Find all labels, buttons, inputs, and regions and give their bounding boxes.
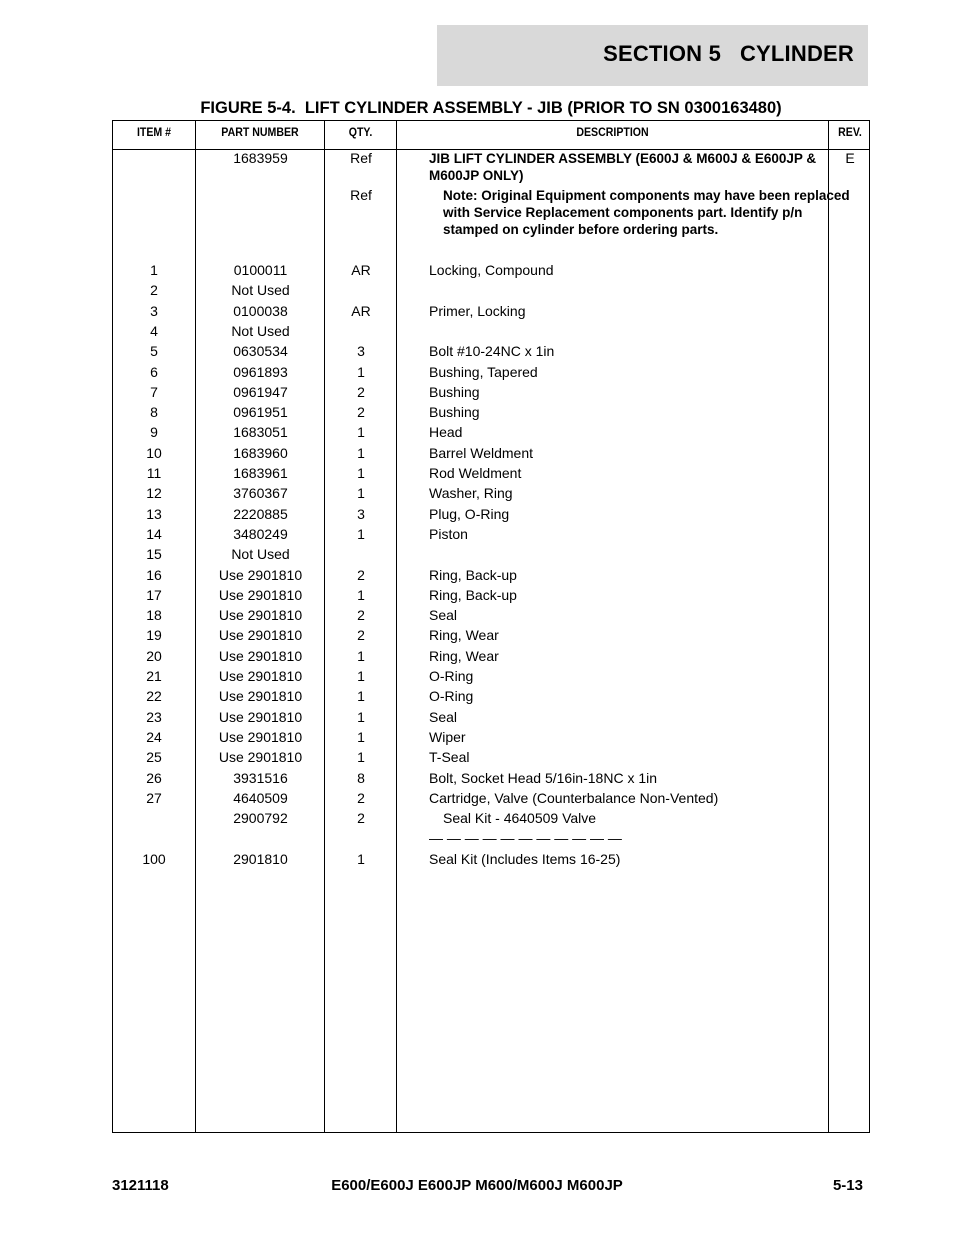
row-part-number: 0100011 — [233, 262, 288, 278]
row-description: Bushing — [429, 384, 480, 400]
assembly-rev: E — [845, 150, 855, 166]
row-item-number: 8 — [150, 404, 158, 420]
col-header-qty: QTY. — [348, 127, 373, 139]
row-description: Bushing, Tapered — [429, 364, 538, 380]
row-description: Rod Weldment — [429, 465, 522, 481]
assembly-qty: Ref — [350, 150, 372, 166]
row-item-number: 18 — [146, 607, 162, 623]
row-item-number: 26 — [146, 770, 162, 786]
row-description: Bolt, Socket Head 5/16in-18NC x 1in — [429, 770, 658, 786]
row-description: Barrel Weldment — [429, 445, 534, 461]
row-part-number: Use 2901810 — [218, 567, 303, 583]
col-header-part-number: PART NUMBER — [221, 127, 299, 139]
row-item-number: 11 — [146, 465, 162, 481]
footer-models: E600/E600J E600JP M600/M600J M600JP — [331, 1177, 623, 1194]
col-header-description: DESCRIPTION — [576, 127, 649, 139]
row-description: Locking, Compound — [429, 262, 554, 278]
row-quantity: 2 — [357, 404, 365, 420]
row-part-number: 0961951 — [233, 404, 288, 420]
row-item-number: 7 — [150, 384, 158, 400]
row-description: Cartridge, Valve (Counterbalance Non-Vented) — [429, 790, 719, 806]
row-quantity: 1 — [357, 445, 365, 461]
row-item-number: 20 — [146, 648, 162, 664]
row-description: O-Ring — [429, 668, 474, 684]
row-quantity: 1 — [357, 668, 365, 684]
row-item-number: 24 — [146, 729, 162, 745]
row-quantity: 3 — [357, 506, 365, 522]
row-item-number: 27 — [146, 790, 162, 806]
row-quantity: 1 — [357, 526, 365, 542]
footer-doc-number: 3121118 — [112, 1177, 169, 1194]
row-quantity: 2 — [357, 627, 365, 643]
row-part-number: 2901810 — [233, 851, 288, 867]
row-item-number: 9 — [150, 424, 158, 440]
row-item-number: 14 — [146, 526, 162, 542]
row-part-number: Use 2901810 — [218, 627, 303, 643]
row-description: Primer, Locking — [429, 303, 526, 319]
row-part-number: 2220885 — [233, 506, 288, 522]
row-part-number: 3931516 — [233, 770, 288, 786]
row-description: Head — [429, 424, 463, 440]
row-quantity: 2 — [357, 607, 365, 623]
row-part-number: Use 2901810 — [218, 668, 303, 684]
row-part-number: 1683961 — [233, 465, 288, 481]
row-item-number: 1 — [150, 262, 158, 278]
replacement-note: Note: Original Equipment components may have been replaced with Service Replacement components part. Identify p/n stamped on cylinder before ordering parts. — [443, 188, 850, 237]
parts-table — [112, 120, 870, 1133]
row-quantity: 1 — [357, 485, 365, 501]
row-description: Ring, Wear — [429, 627, 499, 643]
row-part-number: 1683960 — [233, 445, 288, 461]
row-description: O-Ring — [429, 688, 474, 704]
row-quantity: 1 — [357, 749, 365, 765]
row-quantity: 8 — [357, 770, 365, 786]
row-part-number: 1683051 — [233, 424, 288, 440]
row-quantity: 1 — [357, 851, 365, 867]
row-item-number: 2 — [150, 282, 158, 298]
row-quantity: 1 — [357, 465, 365, 481]
footer-page-number: 5-13 — [832, 1177, 863, 1194]
row-quantity: 3 — [357, 343, 365, 359]
row-description: Seal Kit (Includes Items 16-25) — [429, 851, 621, 867]
row-quantity: 1 — [357, 424, 365, 440]
row-item-number: 100 — [142, 851, 166, 867]
figure-title: FIGURE 5-4. LIFT CYLINDER ASSEMBLY - JIB (PRIOR TO SN 0300163480) — [200, 99, 782, 117]
row-part-number: Use 2901810 — [218, 688, 303, 704]
row-part-number: Use 2901810 — [218, 587, 303, 603]
row-part-number: Use 2901810 — [218, 648, 303, 664]
col-header-rev: REV. — [838, 127, 862, 139]
row-quantity: 1 — [357, 729, 365, 745]
row-quantity: 1 — [357, 364, 365, 380]
row-item-number: 21 — [146, 668, 162, 684]
row-item-number: 10 — [146, 445, 162, 461]
row-description: Ring, Wear — [429, 648, 499, 664]
row-part-number: 2900792 — [233, 810, 288, 826]
row-quantity: 1 — [357, 587, 365, 603]
row-description: Washer, Ring — [429, 485, 513, 501]
row-description: T-Seal — [429, 749, 470, 765]
row-quantity: 2 — [357, 567, 365, 583]
row-part-number: Use 2901810 — [218, 729, 303, 745]
section-header — [437, 25, 868, 86]
row-item-number: 3 — [150, 303, 158, 319]
col-header-item: ITEM # — [136, 127, 172, 139]
row-quantity: AR — [351, 303, 371, 319]
row-part-number: 0961947 — [233, 384, 288, 400]
row-quantity: 1 — [357, 648, 365, 664]
assembly-description: JIB LIFT CYLINDER ASSEMBLY (E600J & M600J & E600JP & M600JP ONLY) — [429, 151, 817, 183]
row-description: Ring, Back-up — [429, 587, 517, 603]
row-item-number: 16 — [146, 567, 162, 583]
row-part-number: 0961893 — [233, 364, 288, 380]
row-item-number: 25 — [146, 749, 162, 765]
column-divider — [828, 121, 829, 1132]
row-quantity: AR — [351, 262, 371, 278]
row-part-number: 3480249 — [233, 526, 288, 542]
row-description: Seal — [429, 709, 458, 725]
assembly-part-number: 1683959 — [233, 150, 288, 166]
row-item-number: 13 — [146, 506, 162, 522]
row-description: Seal Kit - 4640509 Valve — [443, 810, 597, 826]
row-part-number: Not Used — [231, 546, 290, 562]
row-item-number: 22 — [146, 688, 162, 704]
row-quantity: 1 — [357, 688, 365, 704]
row-part-number: 0100038 — [233, 303, 288, 319]
row-quantity: 2 — [357, 384, 365, 400]
row-description: — — — — — — — — — — — — [429, 830, 622, 846]
row-quantity: 1 — [357, 709, 365, 725]
row-item-number: 6 — [150, 364, 158, 380]
row-description: Wiper — [429, 729, 466, 745]
row-part-number: Not Used — [231, 282, 290, 298]
row-part-number: Use 2901810 — [218, 709, 303, 725]
row-description: Seal — [429, 607, 458, 623]
row-item-number: 23 — [146, 709, 162, 725]
row-part-number: 3760367 — [233, 485, 288, 501]
row-description: Bolt #10-24NC x 1in — [429, 343, 555, 359]
row-item-number: 17 — [146, 587, 162, 603]
row-quantity: 2 — [357, 810, 365, 826]
row-part-number: Use 2901810 — [218, 749, 303, 765]
row-item-number: 4 — [150, 323, 158, 339]
note-qty: Ref — [350, 187, 372, 203]
row-description: Plug, O-Ring — [429, 506, 510, 522]
row-item-number: 15 — [146, 546, 162, 562]
row-item-number: 12 — [146, 485, 162, 501]
row-description: Piston — [429, 526, 468, 542]
row-item-number: 5 — [150, 343, 158, 359]
row-part-number: Not Used — [231, 323, 290, 339]
row-quantity: 2 — [357, 790, 365, 806]
row-part-number: 0630534 — [233, 343, 288, 359]
row-part-number: 4640509 — [233, 790, 288, 806]
section-title: SECTION 5 CYLINDER — [603, 41, 854, 66]
row-item-number: 19 — [146, 627, 162, 643]
row-part-number: Use 2901810 — [218, 607, 303, 623]
row-description: Bushing — [429, 404, 480, 420]
row-description: Ring, Back-up — [429, 567, 517, 583]
